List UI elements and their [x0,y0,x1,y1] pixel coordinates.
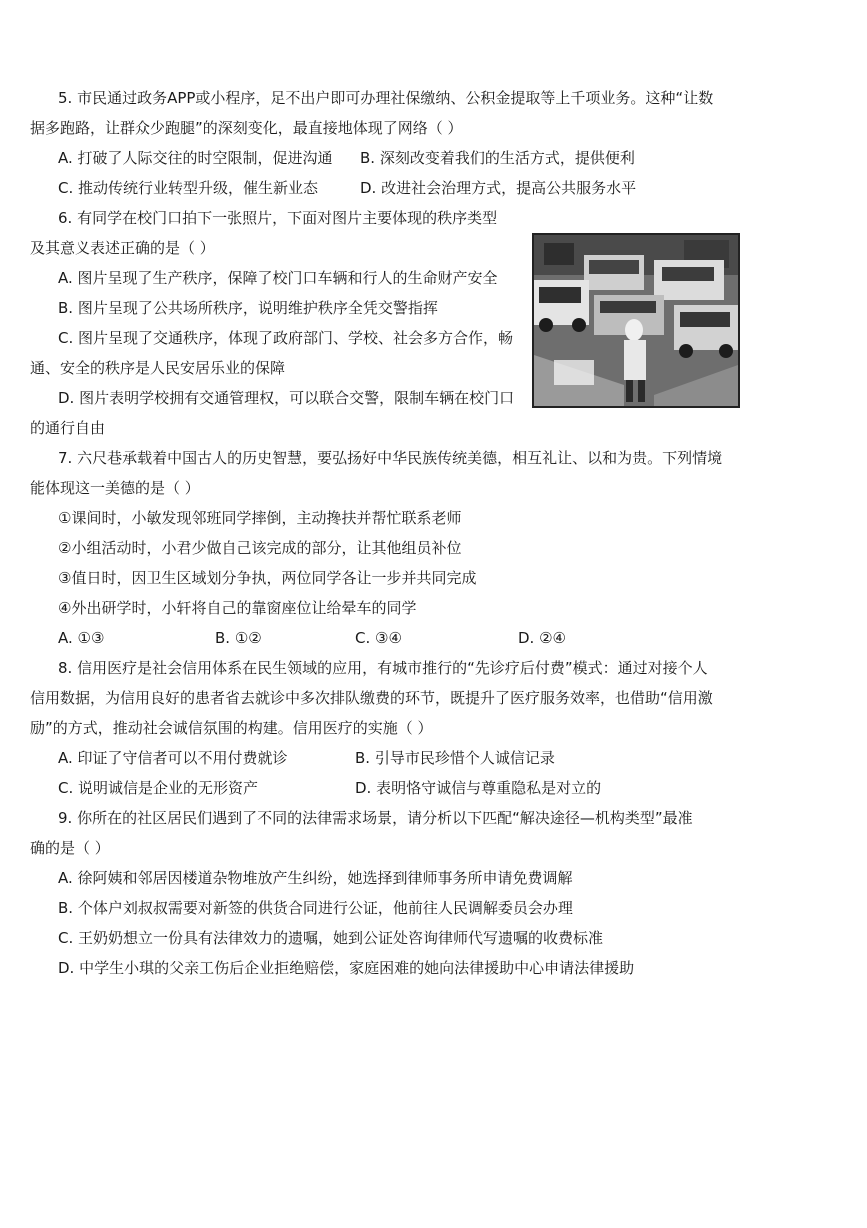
q7-option-c: C. ③④ [355,629,402,647]
q7-item-3: ③值日时，因卫生区域划分争执，两位同学各让一步并共同完成 [58,569,477,587]
q6-option-c-line-2: 通、安全的秩序是人民安居乐业的保障 [30,359,286,377]
q6-option-c-line-1: C. 图片呈现了交通秩序，体现了政府部门、学校、社会多方合作，畅 [58,329,514,347]
q5-stem-line-2: 据多跑路，让群众少跑腿”的深刻变化，最直接地体现了网络（ ） [30,119,463,137]
q7-option-b: B. ①② [215,629,262,647]
q6-stem-line-1: 6. 有同学在校门口拍下一张照片，下面对图片主要体现的秩序类型 [58,209,498,227]
q7-stem-line-2: 能体现这一美德的是（ ） [30,479,200,497]
q8-option-d: D. 表明恪守诚信与尊重隐私是对立的 [355,779,602,797]
q7-option-d: D. ②④ [518,629,566,647]
q7-item-1: ①课间时，小敏发现邻班同学摔倒，主动搀扶并帮忙联系老师 [58,509,462,527]
q8-option-a: A. 印证了守信者可以不用付费就诊 [58,749,288,767]
q5-stem-line-1: 5. 市民通过政务APP或小程序，足不出户即可办理社保缴纳、公积金提取等上千项业务。这种“让数 [58,89,714,107]
q7-option-a: A. ①③ [58,629,105,647]
q7-item-2: ②小组活动时，小君少做自己该完成的部分，让其他组员补位 [58,539,462,557]
q7-stem-line-1: 7. 六尺巷承载着中国古人的历史智慧，要弘扬好中华民族传统美德，相互礼让、以和为贵。下列情境 [58,449,723,467]
q9-option-d: D. 中学生小琪的父亲工伤后企业拒绝赔偿，家庭困难的她向法律援助中心申请法律援助 [58,959,635,977]
q5-option-b: B. 深刻改变着我们的生活方式，提供便利 [360,149,635,167]
q8-stem-line-1: 8. 信用医疗是社会信用体系在民生领域的应用，有城市推行的“先诊疗后付费”模式：通过对接个人 [58,659,708,677]
q5-option-c: C. 推动传统行业转型升级，催生新业态 [58,179,319,197]
school-gate-traffic-photo [532,233,740,408]
q6-option-d-line-2: 的通行自由 [30,419,106,437]
q9-option-a: A. 徐阿姨和邻居因楼道杂物堆放产生纠纷，她选择到律师事务所申请免费调解 [58,869,573,887]
q7-item-4: ④外出研学时，小轩将自己的靠窗座位让给晕车的同学 [58,599,417,617]
q6-option-d-line-1: D. 图片表明学校拥有交通管理权，可以联合交警，限制车辆在校门口 [58,389,515,407]
traffic-scene-image [534,235,738,406]
q8-option-b: B. 引导市民珍惜个人诚信记录 [355,749,555,767]
q6-option-a: A. 图片呈现了生产秩序，保障了校门口车辆和行人的生命财产安全 [58,269,498,287]
q8-stem-line-3: 励”的方式，推动社会诚信氛围的构建。信用医疗的实施（ ） [30,719,433,737]
q8-option-c: C. 说明诚信是企业的无形资产 [58,779,259,797]
q8-stem-line-2: 信用数据，为信用良好的患者省去就诊中多次排队缴费的环节，既提升了医疗服务效率，也借助“信用激 [30,689,713,707]
q9-stem-line-1: 9. 你所在的社区居民们遇到了不同的法律需求场景，请分析以下匹配“解决途径—机构类型”最准 [58,809,693,827]
q9-option-c: C. 王奶奶想立一份具有法律效力的遗嘱，她到公证处咨询律师代写遗嘱的收费标准 [58,929,604,947]
q9-option-b: B. 个体户刘叔叔需要对新签的供货合同进行公证，他前往人民调解委员会办理 [58,899,573,917]
q6-stem-line-2: 及其意义表述正确的是（ ） [30,239,215,257]
q5-option-d: D. 改进社会治理方式，提高公共服务水平 [360,179,637,197]
q6-option-b: B. 图片呈现了公共场所秩序，说明维护秩序全凭交警指挥 [58,299,438,317]
q5-option-a: A. 打破了人际交往的时空限制，促进沟通 [58,149,333,167]
q9-stem-line-2: 确的是（ ） [30,839,110,857]
